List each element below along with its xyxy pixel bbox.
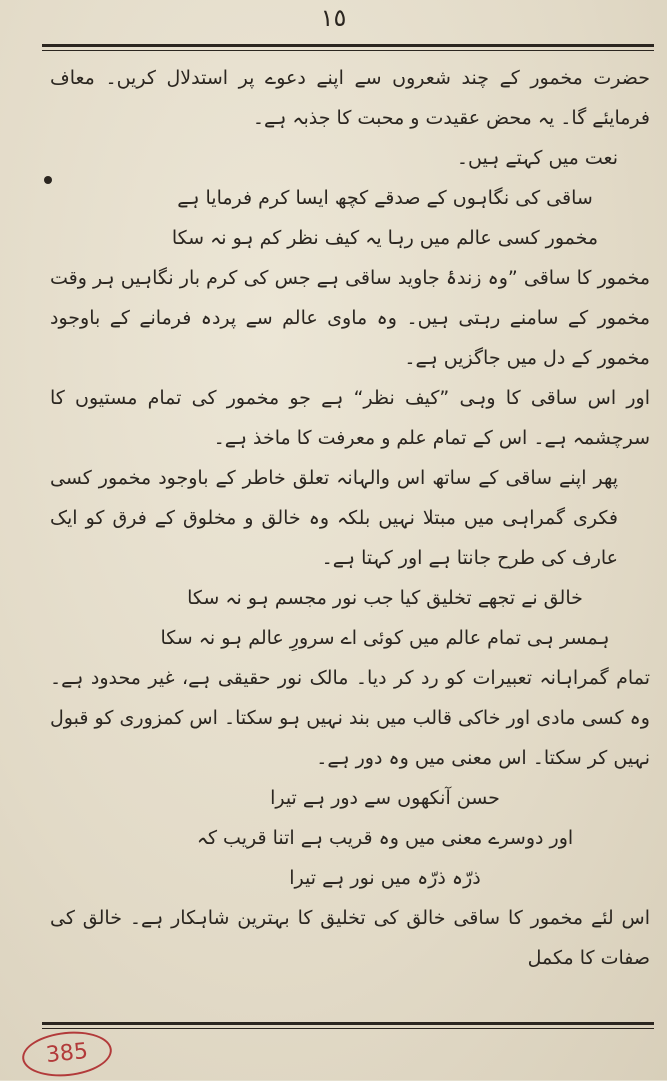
paragraph-5: پھر اپنے ساقی کے ساتھ اس والہانہ تعلق خاطر کے باوجود مخمور کسی فکری گمراہی میں مبتلا نہیں بلکہ وہ خالق و مخلوق کے فرق کو ایک عارف کی طرح جانتا ہے اور کہتا ہے۔ [50, 467, 618, 569]
page-number: ١٥ [320, 4, 347, 32]
paragraph-6: تمام گمراہانہ تعبیرات کو رد کر دیا۔ مالک نور حقیقی ہے، غیر محدود ہے۔ وہ کسی مادی اور خاکی قالب میں بند نہیں ہو سکتا۔ اس کمزوری کو قبول نہیں کر سکتا۔ اس معنی میں وہ دور ہے۔ [50, 667, 650, 769]
paragraph-7: اس لئے مخمور کا ساقی خالق کی تخلیق کا بہترین شاہکار ہے۔ خالق کی صفات کا مکمل [50, 907, 650, 969]
library-stamp: 385 [20, 1027, 114, 1080]
paragraph-2: نعت میں کہتے ہیں۔ [456, 147, 618, 169]
top-rule [42, 44, 654, 47]
bottom-rule-thin [42, 1028, 654, 1029]
top-rule-thin [42, 50, 654, 51]
bottom-rule [42, 1022, 654, 1025]
paragraph-3: مخمور کا ساقی ”وہ زندۂ جاوید ساقی ہے جس کی کرم بار نگاہیں ہر وقت مخمور کے سامنے رہتی ہیں۔ وہ ماوی عالم سے پردہ فرمانے کے باوجود مخمور کے دل میں جاگزیں ہے۔ [50, 267, 650, 369]
verse-3a: حسن آنکھوں سے دور ہے تیرا [270, 787, 500, 809]
paragraph-1: حضرت مخمور کے چند شعروں سے اپنے دعوے پر استدلال کریں۔ معاف فرمایئے گا۔ یہ محض عقیدت و محبت کا جذبہ ہے۔ [50, 67, 650, 129]
verse-2a: خالق نے تجھے تخلیق کیا جب نور مجسم ہو نہ سکا [187, 587, 583, 609]
verse-1b: مخمور کسی عالم میں رہا یہ کیف نظر کم ہو نہ سکا [171, 227, 599, 249]
verse-3c: ذرّہ ذرّہ میں نور ہے تیرا [289, 867, 481, 889]
verse-2b: ہمسر ہی تمام عالم میں کوئی اے سرورِ عالم ہو نہ سکا [160, 627, 610, 649]
paragraph-4: اور اس ساقی کا وہی ”کیف نظر“ ہے جو مخمور کی تمام مستیوں کا سرچشمہ ہے۔ اس کے تمام علم و معرفت کا ماخذ ہے۔ [50, 387, 650, 449]
verse-3b: اور دوسرے معنی میں وہ قریب ہے اتنا قریب کہ [196, 827, 574, 849]
body-text [50, 58, 650, 978]
verse-1a: ساقی کی نگاہوں کے صدقے کچھ ایسا کرم فرمایا ہے [177, 187, 593, 209]
